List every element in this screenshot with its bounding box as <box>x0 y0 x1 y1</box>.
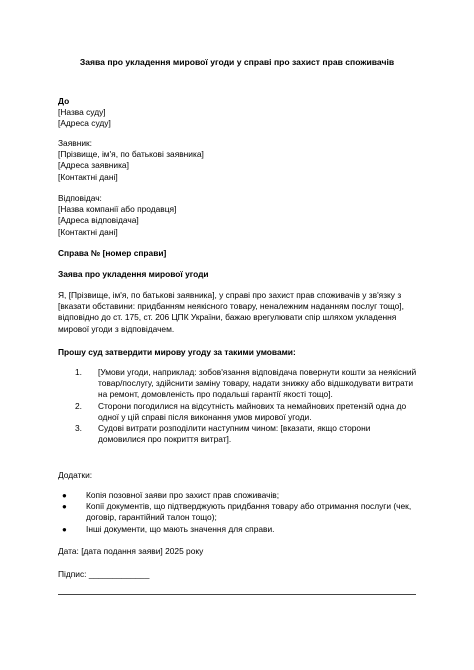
section-heading: Заява про укладення мирової угоди <box>58 269 209 279</box>
attachments-list <box>58 490 420 535</box>
list-item <box>58 367 420 401</box>
list-item <box>58 490 420 501</box>
document-title: Заява про укладення мирової угоди у справі про захист прав споживачів <box>79 57 395 67</box>
date-line: Дата: [дата подання заяви] 2025 року <box>58 546 204 556</box>
respondent-address: [Адреса відповідача] <box>58 215 139 226</box>
applicant-name: [Прізвище, ім'я, по батькові заявника] <box>58 149 204 160</box>
list-number: 2. <box>75 400 82 411</box>
list-number: 3. <box>75 423 82 434</box>
respondent-label: Відповідач: <box>58 193 102 203</box>
bullet-icon: ● <box>62 524 67 534</box>
respondent-block <box>58 193 176 238</box>
list-number: 1. <box>75 367 82 377</box>
respondent-contacts: [Контактні дані] <box>58 226 118 237</box>
condition-text: Судові витрати розподілити наступним чином: [вказати, якщо сторони домовилися про покриття витрат]. <box>98 423 371 445</box>
condition-text: [Умови угоди, наприклад: зобов'язання відповідача повернути кошти за неякісний товар/послугу, здійснити заміну товару, надати знижку або відшкодувати витрати на ремонт, домовленість про подальші гарантії якості тощо]. <box>98 367 417 400</box>
attachment-text: Копія позовної заяви про захист прав споживачів; <box>86 490 280 500</box>
conditions-list <box>58 367 420 445</box>
bullet-icon: ● <box>62 491 67 500</box>
applicant-contacts: [Контактні дані] <box>58 171 118 182</box>
attachments-label: Додатки: <box>58 470 93 480</box>
to-label: До <box>58 96 70 106</box>
respondent-name: [Назва компанії або продавця] <box>58 204 177 215</box>
list-item <box>58 423 420 445</box>
court-block <box>58 96 111 130</box>
signature-line: Підпис: _____________ <box>58 569 150 579</box>
request-heading: Прошу суд затвердити мирову угоду за такими умовами: <box>58 347 296 357</box>
applicant-block <box>58 138 204 183</box>
list-item <box>58 401 420 423</box>
applicant-label: Заявник: <box>58 138 92 148</box>
bullet-icon: ● <box>62 502 67 512</box>
court-address: [Адреса суду] <box>58 118 111 129</box>
applicant-address: [Адреса заявника] <box>58 160 129 171</box>
list-item <box>58 501 420 523</box>
attachment-text: Інші документи, що мають значення для справи. <box>86 523 275 534</box>
condition-text: Сторони погодилися на відсутність майнових та немайнових претензій одна до одної у цій справі після виконання умов мирової угоди. <box>98 400 407 422</box>
court-name: [Назва суду] <box>58 107 106 118</box>
attachment-text: Копії документів, що підтверджують придбання товару або отримання послуги (чек, договір, гарантійний талон тощо); <box>86 501 412 523</box>
body-paragraph: Я, [Прізвище, ім'я, по батькові заявника], у справі про захист прав споживачів у зв'язку з [вказати обставини: придбанням неякісного товару, неналежним наданням послуг тощо], відповідно до ст. 175, ст. 206 ЦПК України, бажаю врегулювати спір шляхом укладення мирової угоди з відповідачем. <box>58 290 404 334</box>
divider <box>58 594 416 595</box>
case-number: Справа № [номер справи] <box>58 248 167 258</box>
list-item <box>58 524 420 535</box>
